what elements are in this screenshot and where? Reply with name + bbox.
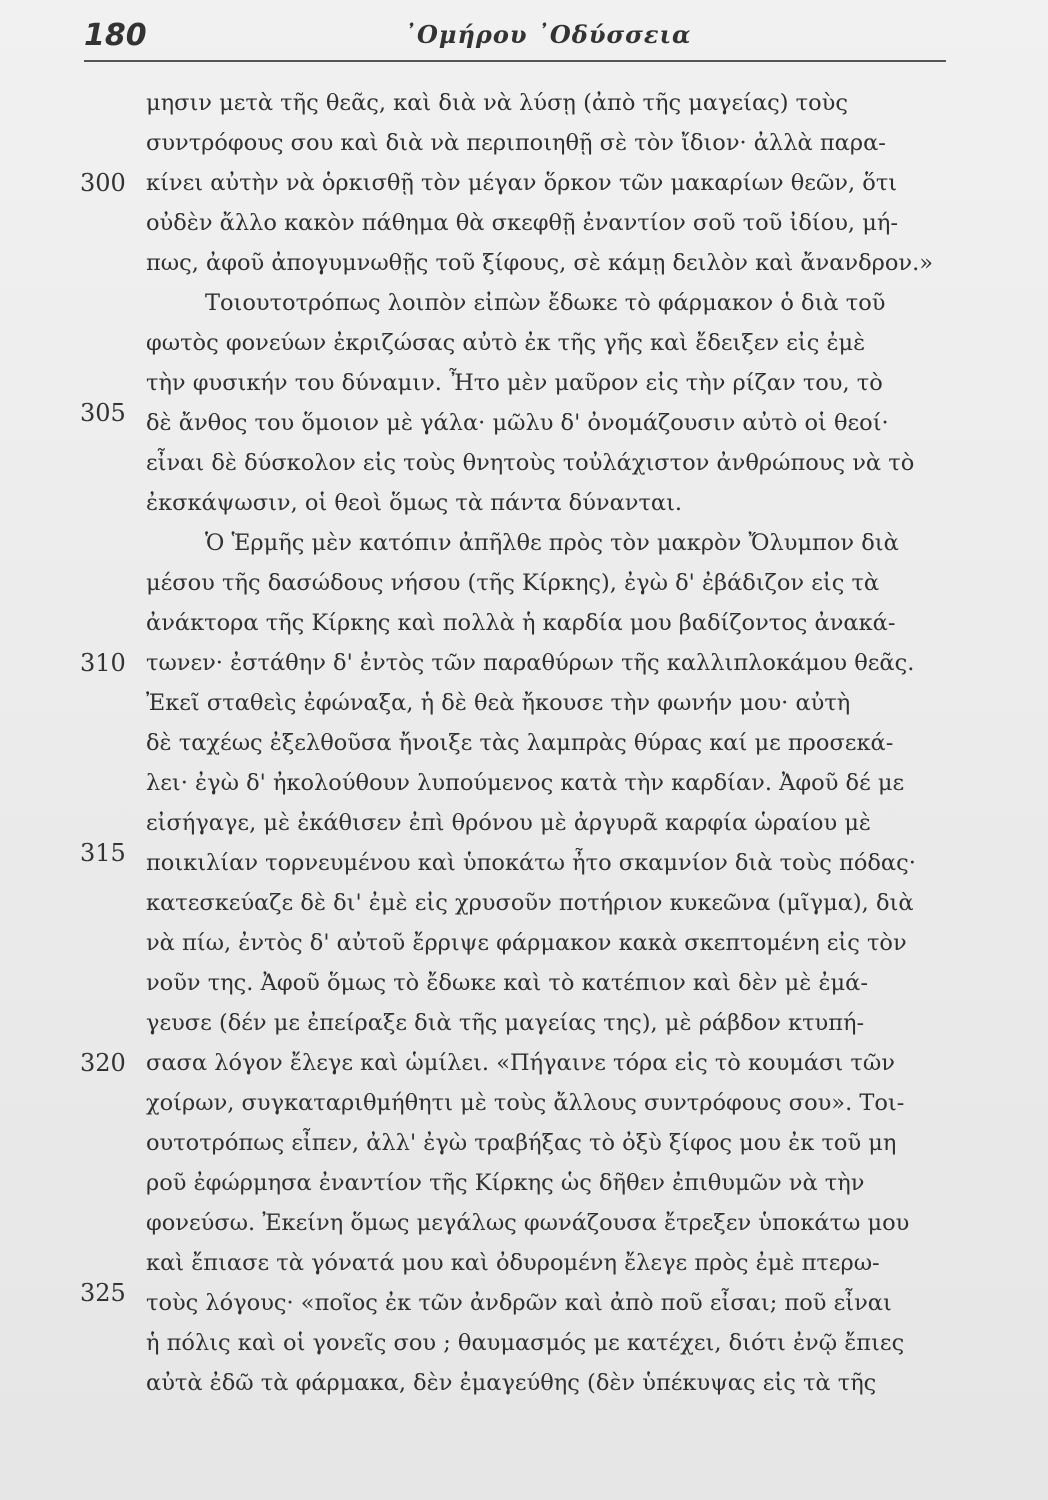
text-line: ἐκσκάψωσιν, οἱ θεοὶ ὅμως τὰ πάντα δύνανται. [146, 490, 683, 516]
text-line: νὰ πίω, ἐντὸς δ' αὐτοῦ ἔρριψε φάρμακον κακὰ σκεπτομένη εἰς τὸν [146, 930, 907, 956]
text-line: ἀνάκτορα τῆς Κίρκης καὶ πολλὰ ἡ καρδία μου βαδίζοντος ἀνακά- [146, 610, 896, 636]
text-line: Τοιουτοτρόπως λοιπὸν εἰπὼν ἔδωκε τὸ φάρμακον ὁ διὰ τοῦ [205, 290, 886, 316]
text-line: καὶ ἔπιασε τὰ γόνατά μου καὶ ὀδυρομένη ἔλεγε πρὸς ἐμὲ πτερω- [146, 1250, 880, 1276]
text-line: φονεύσω. Ἐκείνη ὅμως μεγάλως φωνάζουσα ἔτρεξεν ὑποκάτω μου [146, 1210, 910, 1236]
text-line: Ὁ Ἑρμῆς μὲν κατόπιν ἀπῆλθε πρὸς τὸν μακρὸν Ὄλυμπον διὰ [205, 530, 899, 556]
text-line: ουτοτρόπως εἶπεν, ἀλλ' ἐγὼ τραβήξας τὸ ὀξὺ ξίφος μου ἐκ τοῦ μη [146, 1130, 897, 1156]
text-line: εἰσήγαγε, μὲ ἐκάθισεν ἐπὶ θρόνου μὲ ἀργυρᾶ καρφία ὡραίου μὲ [146, 810, 872, 836]
text-line: χοίρων, συγκαταριθμήθητι μὲ τοὺς ἄλλους συντρόφους σου». Τοι- [146, 1090, 905, 1116]
text-line: συντρόφους σου καὶ διὰ νὰ περιποιηθῇ σὲ τὸν ἴδιον· ἀλλὰ παρα- [146, 130, 886, 156]
line-number-320: 320 [80, 1049, 126, 1077]
text-line: εἶναι δὲ δύσκολον εἰς τοὺς θνητοὺς τοὐλάχιστον ἀνθρώπους νὰ τὸ [146, 450, 915, 476]
text-line: οὐδὲν ἄλλο κακὸν πάθημα θὰ σκεφθῇ ἐναντίον σοῦ τοῦ ἰδίου, μή- [146, 210, 898, 236]
line-number-310: 310 [80, 649, 126, 677]
line-number-300: 300 [80, 169, 126, 197]
text-line: τοὺς λόγους· «ποῖος ἐκ τῶν ἀνδρῶν καὶ ἀπὸ ποῦ εἶσαι; ποῦ εἶναι [146, 1290, 892, 1316]
text-line: μησιν μετὰ τῆς θεᾶς, καὶ διὰ νὰ λύσῃ (ἀπὸ τῆς μαγείας) τοὺς [146, 90, 848, 116]
text-line: τωνεν· ἐστάθην δ' ἐντὸς τῶν παραθύρων τῆς καλλιπλοκάμου θεᾶς. [146, 650, 915, 676]
text-line: αὐτὰ ἐδῶ τὰ φάρμακα, δὲν ἐμαγεύθης (δὲν ὑπέκυψας εἰς τὰ τῆς [146, 1370, 877, 1396]
text-line: ποικιλίαν τορνευμένου καὶ ὑποκάτω ἦτο σκαμνίον διὰ τοὺς πόδας· [146, 850, 916, 876]
line-number-325: 325 [80, 1279, 126, 1307]
page-number: 180 [84, 18, 147, 53]
text-line: φωτὸς φονεύων ἐκριζώσας αὐτὸ ἐκ τῆς γῆς καὶ ἔδειξεν εἰς ἐμὲ [146, 330, 866, 356]
text-line: πως, ἀφοῦ ἀπογυμνωθῇς τοῦ ξίφους, σὲ κάμῃ δειλὸν καὶ ἄνανδρον.» [146, 250, 934, 276]
text-line: μέσου τῆς δασώδους νήσου (τῆς Κίρκης), ἐγὼ δ' ἐβάδιζον εἰς τὰ [146, 570, 880, 596]
text-line: δὲ ἄνθος του ὅμοιον μὲ γάλα· μῶλυ δ' ὀνομάζουσιν αὐτὸ οἱ θεοί· [146, 410, 889, 436]
line-number-315: 315 [80, 839, 126, 867]
text-line: νοῦν της. Ἀφοῦ ὅμως τὸ ἔδωκε καὶ τὸ κατέπιον καὶ δὲν μὲ ἐμά- [146, 970, 868, 996]
text-line: ροῦ ἐφώρμησα ἐναντίον τῆς Κίρκης ὡς δῆθεν ἐπιθυμῶν νὰ τὴν [146, 1170, 865, 1196]
text-line: ἡ πόλις καὶ οἱ γονεῖς σου ; θαυμασμός με κατέχει, διότι ἐνῷ ἔπιες [146, 1330, 905, 1356]
text-line: σασα λόγον ἔλεγε καὶ ὡμίλει. «Πήγαινε τόρα εἰς τὸ κουμάσι τῶν [146, 1050, 895, 1076]
text-line: λει· ἐγὼ δ' ἠκολούθουν λυπούμενος κατὰ τὴν καρδίαν. Ἀφοῦ δέ με [146, 770, 905, 796]
text-line: κίνει αὐτὴν νὰ ὁρκισθῇ τὸν μέγαν ὅρκον τῶν μακαρίων θεῶν, ὅτι [146, 170, 898, 196]
text-line: τὴν φυσικήν του δύναμιν. Ἦτο μὲν μαῦρον εἰς τὴν ρίζαν του, τὸ [146, 370, 883, 396]
text-line: δὲ ταχέως ἐξελθοῦσα ἤνοιξε τὰς λαμπρὰς θύρας καί με προσεκά- [146, 730, 894, 756]
text-line: κατεσκεύαζε δὲ δι' ἐμὲ εἰς χρυσοῦν ποτήριον κυκεῶνα (μῖγμα), διὰ [146, 890, 914, 916]
line-number-305: 305 [80, 399, 126, 427]
running-title: ᾽Ομήρου ᾽Οδύσσεια [404, 20, 692, 49]
text-line: γευσε (δέν με ἐπείραξε διὰ τῆς μαγείας της), μὲ ράβδον κτυπή- [146, 1010, 865, 1036]
text-line: Ἐκεῖ σταθεὶς ἐφώναξα, ἡ δὲ θεὰ ἤκουσε τὴν φωνήν μου· αὐτὴ [146, 690, 851, 716]
